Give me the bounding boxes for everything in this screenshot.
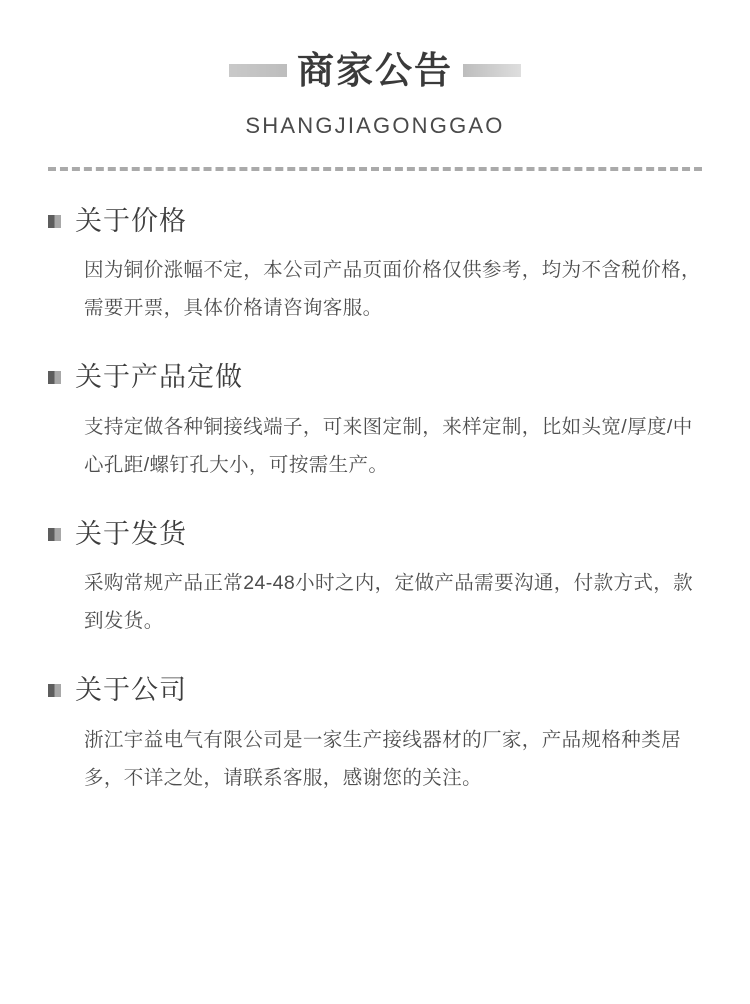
section-shipping (48, 518, 702, 640)
section-body: 采购常规产品正常24-48小时之内，定做产品需要沟通，付款方式，款到发货。 (84, 572, 694, 633)
announcement-sections (0, 171, 750, 797)
square-bullet-icon (48, 528, 61, 541)
section-body: 浙江宇益电气有限公司是一家生产接线器材的厂家，产品规格种类居多，不详之处，请联系客服，感谢您的关注。 (84, 728, 682, 789)
square-bullet-icon (48, 371, 61, 384)
section-title: 关于发货 (75, 518, 187, 549)
section-title: 关于产品定做 (75, 362, 243, 393)
section-body: 因为铜价涨幅不定，本公司产品页面价格仅供参考，均为不含税价格，需要开票，具体价格请咨询客服。 (84, 259, 701, 320)
section-customization (48, 361, 702, 483)
title-decoration-left-icon (229, 64, 287, 77)
section-price (48, 205, 702, 327)
section-title: 关于公司 (75, 675, 187, 706)
dashed-divider (48, 167, 702, 171)
section-heading (48, 674, 702, 706)
title-decoration-right-icon (463, 64, 521, 77)
section-body: 支持定做各种铜接线端子，可来图定制，来样定制，比如头宽/厚度/中心孔距/螺钉孔大小，可按需生产。 (84, 415, 693, 476)
square-bullet-icon (48, 215, 61, 228)
title-row (0, 52, 750, 89)
announcement-header (0, 0, 750, 171)
square-bullet-icon (48, 684, 61, 697)
section-heading (48, 205, 702, 237)
section-heading (48, 518, 702, 550)
section-company (48, 674, 702, 796)
page-title: 商家公告 (297, 50, 453, 91)
page-subtitle: SHANGJIAGONGGAO (245, 113, 505, 138)
section-heading (48, 361, 702, 393)
section-title: 关于价格 (75, 206, 187, 236)
